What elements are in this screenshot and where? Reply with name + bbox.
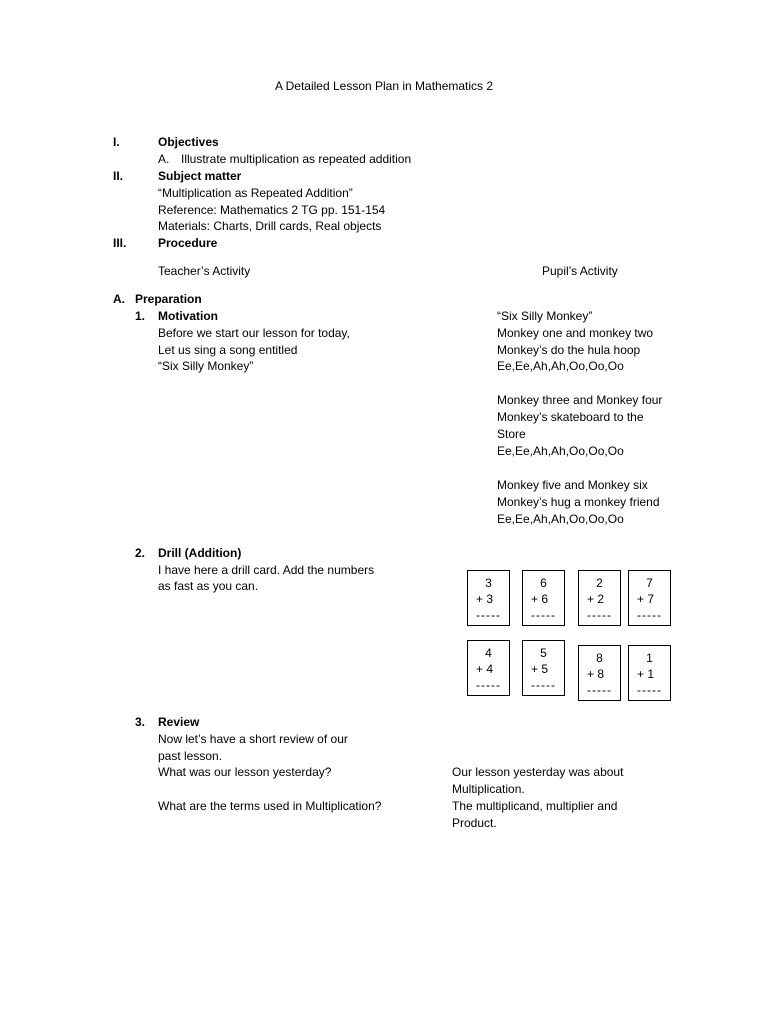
song-line: Ee,Ee,Ah,Ah,Oo,Oo,Oo [497,512,624,526]
card-addend: + 3 [476,592,494,606]
review-pupil-line: Our lesson yesterday was about [452,765,624,779]
card-top-number: 6 [540,576,547,590]
card-addend: + 7 [637,592,655,606]
card-addend: + 8 [587,667,605,681]
review-pupil-line: Multiplication. [452,782,525,796]
drill-teacher-line: I have here a drill card. Add the numbers [158,563,375,577]
card-addend: + 6 [531,592,549,606]
section-iii-number: III. [113,236,127,250]
drill-card [467,570,510,626]
section-i-number: I. [113,135,120,149]
song-line: “Six Silly Monkey” [497,309,593,323]
drill-card [628,645,671,701]
card-top-number: 8 [596,651,603,665]
drill-card [578,570,621,626]
motivation-teacher-line: “Six Silly Monkey” [158,359,254,373]
card-top-number: 7 [646,576,653,590]
subject-title: “Multiplication as Repeated Addition” [158,186,353,200]
review-teacher-line: What was our lesson yesterday? [158,765,332,779]
review-teacher-line: Now let’s have a short review of our [158,732,348,746]
song-line: Monkey one and monkey two [497,326,654,340]
song-line: Store [497,427,526,441]
drill-card [467,640,510,696]
materials: Materials: Charts, Drill cards, Real objects [158,219,382,233]
subject-matter-heading: Subject matter [158,169,242,183]
song-line: Monkey’s do the hula hoop [497,343,641,357]
song-line: Monkey three and Monkey four [497,393,663,407]
drill-card [578,645,621,701]
card-line: ----- [587,608,612,622]
card-line: ----- [587,683,612,697]
objectives-heading: Objectives [158,135,219,149]
motivation-number: 1. [135,309,146,323]
drill-heading: Drill (Addition) [158,546,242,560]
card-addend: + 1 [637,667,655,681]
objective-a-text: Illustrate multiplication as repeated addition [181,152,412,166]
review-heading: Review [158,715,200,729]
objective-a-letter: A. [158,152,170,166]
motivation-teacher-line: Before we start our lesson for today, [158,326,350,340]
song-line: Ee,Ee,Ah,Ah,Oo,Oo,Oo [497,359,624,373]
preparation-letter: A. [113,292,125,306]
drill-card [628,570,671,626]
review-teacher-line: What are the terms used in Multiplication? [158,799,382,813]
card-top-number: 1 [646,651,653,665]
review-number: 3. [135,715,146,729]
drill-teacher-line: as fast as you can. [158,579,259,593]
card-top-number: 2 [596,576,603,590]
card-top-number: 3 [485,576,492,590]
song-line: Monkey’s skateboard to the [497,410,644,424]
review-pupil-line: The multiplicand, multiplier and [452,799,618,813]
song-line: Ee,Ee,Ah,Ah,Oo,Oo,Oo [497,444,624,458]
card-line: ----- [476,608,501,622]
review-teacher-line: past lesson. [158,749,223,763]
reference: Reference: Mathematics 2 TG pp. 151-154 [158,203,386,217]
card-line: ----- [531,608,556,622]
preparation-heading: Preparation [135,292,202,306]
card-top-number: 4 [485,646,492,660]
card-top-number: 5 [540,646,547,660]
song-line: Monkey five and Monkey six [497,478,648,492]
page-title: A Detailed Lesson Plan in Mathematics 2 [274,79,494,93]
card-line: ----- [476,678,501,692]
card-line: ----- [531,678,556,692]
section-ii-number: II. [113,169,124,183]
drill-card [522,570,565,626]
drill-number: 2. [135,546,146,560]
card-line: ----- [637,683,662,697]
card-line: ----- [637,608,662,622]
procedure-heading: Procedure [158,236,218,250]
song-line: Monkey’s hug a monkey friend [497,495,660,509]
drill-card [522,640,565,696]
pupil-activity-header: Pupil’s Activity [542,264,618,278]
motivation-teacher-line: Let us sing a song entitled [158,343,298,357]
card-addend: + 5 [531,662,549,676]
motivation-heading: Motivation [158,309,218,323]
card-addend: + 4 [476,662,494,676]
teacher-activity-header: Teacher’s Activity [158,264,251,278]
review-pupil-line: Product. [452,816,497,830]
card-addend: + 2 [587,592,605,606]
